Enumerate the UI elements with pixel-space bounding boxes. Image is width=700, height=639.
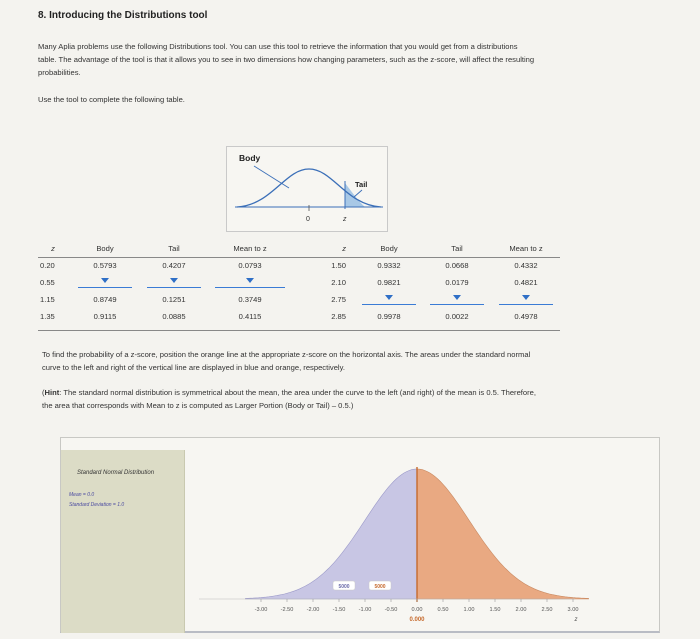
chevron-down-icon (522, 295, 530, 300)
tool-instructions-line: curve to the left and right of the vertical line are displayed in blue and orange, respectively. (42, 363, 345, 372)
hint-label: Hint (44, 388, 60, 397)
tool-instructions-line: To find the probability of a z-score, position the orange line at the appropriate z-score on the horizontal axis. The areas under the standard normal (42, 350, 531, 359)
intro-line: probabilities. (38, 68, 81, 77)
header-body: Body (356, 240, 422, 257)
x-axis-tick-label: 2.00 (515, 607, 527, 613)
x-axis-tick-label: -1.50 (332, 607, 346, 613)
body-cell: 0.9978 (377, 312, 401, 321)
body-tail-diagram (226, 146, 388, 232)
tail-dropdown-cell (422, 291, 492, 308)
x-axis-tick-label: 3.00 (567, 607, 579, 613)
instruction-text: Use the tool to complete the following table. (38, 95, 185, 104)
body-dropdown[interactable] (362, 293, 416, 305)
mean-to-z-dropdown[interactable] (499, 293, 553, 305)
header-body: Body (68, 240, 142, 257)
z-cell: 1.15 (40, 295, 55, 304)
hint-paragraph (42, 386, 654, 412)
x-axis-tick-label: 1.50 (489, 607, 501, 613)
chevron-down-icon (385, 295, 393, 300)
mean-text: Mean = 0.0 (69, 492, 95, 498)
z-cell: 0.55 (40, 278, 55, 287)
mean-to-z-cell: 0.4821 (514, 278, 538, 287)
tool-legend-panel (61, 450, 185, 633)
mean-to-z-cell: 0.3749 (238, 295, 262, 304)
body-dropdown[interactable] (78, 276, 132, 288)
tail-cell: 0.0022 (445, 312, 469, 321)
left-area-value: 5000 (338, 584, 350, 590)
tail-cell: 0.1251 (162, 295, 186, 304)
right-area-fill (417, 469, 589, 599)
tail-cell: 0.4207 (162, 261, 186, 271)
table-row (38, 308, 560, 325)
hint-line: (Hint: The standard normal distribution is symmetrical about the mean, the area under the curve to the left (and right) of the mean is 0.5. Therefore, (42, 388, 536, 397)
normal-distribution-plot (185, 438, 659, 634)
z-cell: 0.20 (40, 261, 55, 271)
z-label: z (343, 216, 347, 223)
body-cell: 0.9115 (93, 312, 117, 321)
x-axis-tick-label: 0.50 (437, 607, 449, 613)
table-bottom-rule (38, 330, 560, 331)
header-z: z (294, 240, 356, 257)
chevron-down-icon (246, 278, 254, 283)
mean-to-z-dropdown-cell (206, 274, 294, 291)
distribution-table (38, 240, 560, 325)
body-cell: 0.8749 (93, 295, 117, 304)
z-value-label: 0.000 (409, 617, 425, 623)
hint-text: : The standard normal distribution is symmetrical about the mean, the area under the curve to the left (and right) of the mean is 0.5. Therefore, (59, 388, 536, 397)
section-title: 8. Introducing the Distributions tool (38, 10, 208, 21)
x-axis-tick-label: 2.50 (541, 607, 553, 613)
x-axis-tick-label: 0.00 (411, 607, 423, 613)
axis-z-label: z (574, 617, 578, 623)
header-mean-to-z: Mean to z (492, 240, 560, 257)
body-cell: 0.9821 (377, 278, 401, 287)
zero-label: 0 (306, 216, 310, 223)
tool-title: Standard Normal Distribution (77, 470, 155, 476)
tail-dropdown[interactable] (430, 293, 484, 305)
body-dropdown-cell (68, 274, 142, 291)
body-arrow (254, 166, 289, 188)
right-area-value: 5000 (374, 584, 386, 590)
body-cell: 0.5793 (93, 261, 117, 271)
x-axis-tick-label: -2.00 (306, 607, 320, 613)
z-cell: 1.35 (40, 312, 55, 321)
table-row (38, 257, 560, 274)
header-tail: Tail (422, 240, 492, 257)
x-axis-tick-label: 1.00 (463, 607, 475, 613)
mean-to-z-cell: 0.4978 (514, 312, 538, 321)
distributions-tool (60, 437, 660, 633)
table-header-row (38, 240, 560, 257)
header-mean-to-z: Mean to z (206, 240, 294, 257)
x-axis-tick-label: -3.00 (254, 607, 268, 613)
x-axis-tick-label: -0.50 (384, 607, 398, 613)
tail-label: Tail (355, 180, 368, 189)
header-tail: Tail (142, 240, 206, 257)
z-cell: 2.85 (331, 312, 346, 321)
z-cell: 2.10 (331, 278, 346, 287)
intro-line: Many Aplia problems use the following Distributions tool. You can use this tool to retrieve the information that you would get from a distributions (38, 42, 518, 51)
tail-cell: 0.0885 (162, 312, 186, 321)
tail-dropdown[interactable] (147, 276, 201, 288)
chevron-down-icon (453, 295, 461, 300)
tail-dropdown-cell (142, 274, 206, 291)
body-label: Body (239, 153, 261, 163)
mean-to-z-dropdown-cell (492, 291, 560, 308)
tool-instructions (42, 348, 654, 374)
x-axis-tick-label: -2.50 (280, 607, 294, 613)
x-axis-tick-label: -1.00 (358, 607, 372, 613)
chevron-down-icon (170, 278, 178, 283)
z-cell: 1.50 (331, 261, 346, 271)
tail-cell: 0.0179 (445, 278, 469, 287)
sd-text: Standard Deviation = 1.0 (69, 502, 125, 508)
body-tail-svg (227, 147, 389, 233)
tail-cell: 0.0668 (445, 261, 469, 271)
intro-paragraph (38, 40, 648, 79)
body-cell: 0.9332 (377, 261, 401, 271)
table-row (38, 274, 560, 291)
left-area-fill (245, 469, 417, 599)
chevron-down-icon (101, 278, 109, 283)
header-z: z (38, 240, 68, 257)
mean-to-z-cell: 0.4332 (514, 261, 538, 271)
table-row (38, 291, 560, 308)
z-cell: 2.75 (331, 295, 346, 304)
mean-to-z-cell: 0.4115 (238, 312, 262, 321)
body-dropdown-cell (356, 291, 422, 308)
mean-to-z-dropdown[interactable] (215, 276, 285, 288)
hint-line: the area that corresponds with Mean to z is computed as Larger Portion (Body or Tail) – 0.5.) (42, 401, 354, 410)
intro-line: table. The advantage of the tool is that it allows you to see in two dimensions how changing parameters, such as the z-score, will affect the resulting (38, 55, 535, 64)
tail-arrow (354, 190, 362, 197)
mean-to-z-cell: 0.0793 (238, 261, 262, 271)
